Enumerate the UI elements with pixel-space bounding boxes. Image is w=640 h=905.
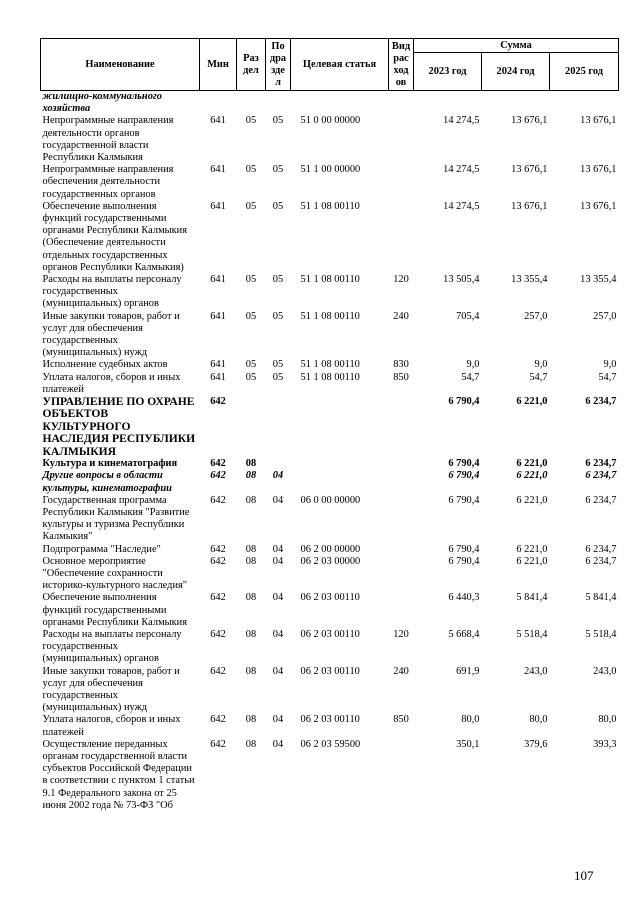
header-target: Целевая статья — [291, 39, 389, 91]
cell-2025: 6 234,7 — [585, 458, 617, 470]
cell-podrazdel — [266, 91, 291, 116]
table-row — [41, 201, 619, 274]
cell-min: 642 — [210, 628, 226, 640]
cell-razdel — [237, 396, 266, 458]
cell-2024: 257,0 — [524, 310, 548, 322]
cell-name: Исполнение судебных актов — [42, 359, 168, 371]
cell-min: 641 — [210, 164, 226, 176]
cell-2023: 5 668,4 — [448, 628, 480, 640]
cell-2023: 350,1 — [456, 738, 480, 750]
cell-razdel: 05 — [245, 359, 257, 371]
cell-min: 641 — [210, 115, 226, 127]
cell-target: 51 0 00 00000 — [300, 115, 361, 127]
cell-target: 51 1 00 00000 — [300, 164, 361, 176]
cell-2025: 243,0 — [593, 665, 617, 677]
header-name: Наименование — [41, 39, 200, 91]
cell-2025: 6 234,7 — [585, 543, 617, 555]
cell-target: 06 2 03 59500 — [300, 738, 361, 750]
cell-podrazdel: 04 — [272, 494, 284, 506]
cell-2024: 9,0 — [534, 359, 548, 371]
cell-vid — [389, 91, 414, 116]
cell-name: Другие вопросы в области культуры, кинематографии — [42, 470, 172, 494]
cell-min: 642 — [210, 458, 226, 470]
cell-2025: 6 234,7 — [585, 470, 617, 482]
table-row — [41, 115, 619, 164]
cell-min: 642 — [210, 470, 226, 482]
header-2023: 2023 год — [414, 53, 482, 91]
cell-2023: 6 790,4 — [448, 494, 480, 506]
table-row — [41, 556, 619, 593]
cell-vid — [389, 544, 414, 556]
cell-razdel: 08 — [245, 592, 257, 604]
cell-2025: 9,0 — [603, 359, 617, 371]
cell-name: Непрограммные направления деятельности органов государственной власти Республики Калмыкия — [42, 115, 174, 164]
cell-podrazdel: 04 — [272, 738, 284, 750]
cell-2023: 6 790,4 — [448, 396, 480, 408]
header-sum: Сумма — [414, 39, 619, 53]
cell-vid — [389, 164, 414, 201]
cell-vid — [389, 739, 414, 812]
cell-podrazdel: 04 — [272, 555, 284, 567]
cell-2023: 691,9 — [456, 665, 480, 677]
table-row — [41, 458, 619, 470]
cell-razdel: 08 — [245, 738, 257, 750]
cell-2025: 6 234,7 — [585, 555, 617, 567]
cell-target — [291, 470, 389, 494]
cell-podrazdel: 05 — [272, 274, 284, 286]
cell-razdel: 05 — [245, 200, 257, 212]
cell-razdel: 05 — [245, 310, 257, 322]
cell-2023: 54,7 — [461, 371, 480, 383]
cell-min: 642 — [210, 396, 226, 408]
cell-name: Расходы на выплаты персоналу государственных (муниципальных) органов — [42, 628, 182, 665]
header-2024: 2024 год — [482, 53, 550, 91]
cell-target: 51 1 08 00110 — [300, 274, 360, 286]
cell-2023: 6 790,4 — [448, 543, 480, 555]
cell-target: 51 1 08 00110 — [300, 371, 360, 383]
cell-podrazdel: 04 — [272, 665, 284, 677]
cell-podrazdel: 05 — [272, 359, 284, 371]
cell-name: Непрограммные направления обеспечения деятельности государственных органов — [42, 164, 174, 200]
cell-vid — [389, 458, 414, 470]
table-row — [41, 164, 619, 201]
cell-vid — [389, 396, 414, 458]
cell-2025: 80,0 — [598, 714, 617, 726]
cell-podrazdel: 04 — [272, 592, 284, 604]
cell-min: 641 — [210, 359, 226, 371]
cell-2023: 6 790,4 — [448, 458, 480, 470]
cell-razdel — [237, 91, 266, 116]
cell-2025: 54,7 — [598, 371, 617, 383]
cell-podrazdel: 05 — [272, 164, 284, 176]
cell-2024: 13 676,1 — [511, 115, 548, 127]
cell-name: Расходы на выплаты персоналу государственных (муниципальных) органов — [42, 274, 182, 310]
cell-name: жилищно-коммунального хозяйства — [42, 91, 162, 115]
table-row — [41, 592, 619, 629]
cell-2024: 243,0 — [524, 665, 548, 677]
cell-2025: 6 234,7 — [585, 396, 617, 408]
cell-target — [291, 91, 389, 116]
cell-2025: 13 676,1 — [580, 164, 617, 176]
cell-razdel: 08 — [245, 494, 257, 506]
cell-vid: 120 — [393, 274, 409, 286]
cell-min — [200, 91, 237, 116]
cell-2024: 80,0 — [529, 714, 548, 726]
cell-2024: 5 518,4 — [516, 628, 548, 640]
cell-2023: 6 790,4 — [448, 470, 480, 482]
cell-2024: 6 221,0 — [516, 458, 548, 470]
cell-2025: 5 841,4 — [585, 592, 617, 604]
table-row — [41, 470, 619, 494]
cell-vid — [389, 556, 414, 593]
cell-razdel: 05 — [245, 164, 257, 176]
cell-2025: 257,0 — [593, 310, 617, 322]
cell-min: 642 — [210, 665, 226, 677]
cell-podrazdel: 04 — [272, 628, 284, 640]
cell-podrazdel: 04 — [272, 543, 284, 555]
cell-2024: 5 841,4 — [516, 592, 548, 604]
cell-2025: 393,3 — [593, 738, 617, 750]
table-body — [41, 91, 619, 813]
header-min: Мин — [200, 39, 237, 91]
cell-target: 51 1 08 00110 — [300, 200, 360, 212]
cell-2025 — [550, 91, 619, 116]
cell-razdel: 08 — [245, 470, 257, 482]
cell-vid: 850 — [393, 714, 409, 726]
cell-name: Культура и кинематография — [42, 458, 178, 470]
cell-podrazdel — [266, 458, 291, 470]
page-number: 107 — [574, 868, 594, 883]
cell-podrazdel: 05 — [272, 200, 284, 212]
cell-podrazdel: 04 — [272, 470, 284, 482]
cell-2024: 6 221,0 — [516, 396, 548, 408]
cell-razdel: 08 — [245, 714, 257, 726]
table-row — [41, 666, 619, 715]
cell-name: Иные закупки товаров, работ и услуг для обеспечения государственных (муниципальных) нужд — [42, 665, 180, 714]
cell-target — [291, 458, 389, 470]
cell-min: 642 — [210, 494, 226, 506]
cell-razdel: 08 — [245, 665, 257, 677]
cell-vid: 240 — [393, 665, 409, 677]
cell-2023: 13 505,4 — [443, 274, 480, 286]
table-row — [41, 739, 619, 812]
cell-name: Осуществление переданных органам государственной власти субъектов Российской Федерации в соответствии с пунктом 1 статьи 9.1 Федерального закона от 25 июня 2002 года № 73-ФЗ "Об — [42, 738, 195, 811]
cell-2024: 13 676,1 — [511, 164, 548, 176]
cell-2024: 6 221,0 — [516, 494, 548, 506]
cell-vid — [389, 470, 414, 494]
cell-name: Основное мероприятие "Обеспечение сохранности историко-культурного наследия" — [42, 555, 188, 592]
cell-2023: 6 440,3 — [448, 592, 480, 604]
cell-name: Уплата налогов, сборов и иных платежей — [42, 714, 181, 738]
cell-target: 06 0 00 00000 — [300, 494, 361, 506]
table-row — [41, 359, 619, 371]
cell-min: 642 — [210, 555, 226, 567]
cell-2024: 6 221,0 — [516, 555, 548, 567]
cell-2025: 13 355,4 — [580, 274, 617, 286]
table-row — [41, 311, 619, 360]
table-row — [41, 372, 619, 396]
cell-podrazdel — [266, 396, 291, 458]
cell-vid: 120 — [393, 628, 409, 640]
cell-min: 642 — [210, 592, 226, 604]
cell-min: 642 — [210, 714, 226, 726]
cell-min: 641 — [210, 310, 226, 322]
cell-2023: 14 274,5 — [443, 200, 480, 212]
cell-2024: 6 221,0 — [516, 543, 548, 555]
budget-table — [40, 38, 619, 812]
cell-2025: 13 676,1 — [580, 200, 617, 212]
header-razdel: Раз дел — [237, 39, 266, 91]
cell-vid — [389, 201, 414, 274]
cell-podrazdel: 05 — [272, 371, 284, 383]
cell-razdel: 08 — [245, 555, 257, 567]
cell-name: Уплата налогов, сборов и иных платежей — [42, 371, 181, 395]
budget-table-page — [40, 38, 618, 812]
cell-vid — [389, 115, 414, 164]
cell-target: 06 2 03 00110 — [300, 714, 360, 726]
cell-2025: 6 234,7 — [585, 494, 617, 506]
cell-target: 51 1 08 00110 — [300, 310, 360, 322]
cell-2024: 13 676,1 — [511, 200, 548, 212]
cell-vid — [389, 495, 414, 544]
cell-vid: 830 — [393, 359, 409, 371]
cell-2023: 6 790,4 — [448, 555, 480, 567]
cell-podrazdel: 04 — [272, 714, 284, 726]
cell-2024: 379,6 — [524, 738, 548, 750]
table-row — [41, 714, 619, 738]
cell-2024 — [482, 91, 550, 116]
cell-min: 641 — [210, 371, 226, 383]
cell-name: Обеспечение выполнения функций государственными органами Республики Калмыкия (Обеспечение деятельности отдельных государственных органов Республики Калмыкия) — [42, 200, 188, 273]
table-row — [41, 396, 619, 458]
cell-target — [291, 396, 389, 458]
cell-podrazdel: 05 — [272, 310, 284, 322]
cell-2023: 80,0 — [461, 714, 480, 726]
cell-2024: 54,7 — [529, 371, 548, 383]
table-row — [41, 629, 619, 666]
cell-razdel: 05 — [245, 115, 257, 127]
cell-name: Государственная программа Республики Калмыкия "Развитие культуры и туризма Республики Калмыкия" — [42, 494, 190, 543]
cell-target: 06 2 03 00110 — [300, 665, 360, 677]
cell-vid — [389, 592, 414, 629]
cell-name: УПРАВЛЕНИЕ ПО ОХРАНЕ ОБЪЕКТОВ КУЛЬТУРНОГО НАСЛЕДИЯ РЕСПУБЛИКИ КАЛМЫКИЯ — [42, 395, 196, 458]
cell-name: Подпрограмма "Наследие" — [42, 543, 161, 555]
cell-target: 06 2 03 00110 — [300, 628, 360, 640]
cell-min: 641 — [210, 274, 226, 286]
cell-name: Иные закупки товаров, работ и услуг для обеспечения государственных (муниципальных) нужд — [42, 310, 180, 359]
cell-name: Обеспечение выполнения функций государственными органами Республики Калмыкия — [42, 592, 188, 628]
table-row — [41, 274, 619, 311]
cell-razdel: 08 — [245, 628, 257, 640]
cell-target: 06 2 03 00000 — [300, 555, 361, 567]
cell-razdel: 05 — [245, 274, 257, 286]
cell-razdel: 08 — [245, 458, 257, 470]
cell-razdel: 08 — [245, 543, 257, 555]
cell-vid: 850 — [393, 371, 409, 383]
cell-min: 642 — [210, 543, 226, 555]
header-podrazdel: По дра зде л — [266, 39, 291, 91]
cell-target: 06 2 00 00000 — [300, 543, 361, 555]
cell-2023: 14 274,5 — [443, 115, 480, 127]
cell-target: 06 2 03 00110 — [300, 592, 360, 604]
cell-vid: 240 — [393, 310, 409, 322]
cell-2023: 9,0 — [466, 359, 480, 371]
cell-target: 51 1 08 00110 — [300, 359, 360, 371]
header-vid: Вид рас ход ов — [389, 39, 414, 91]
cell-podrazdel: 05 — [272, 115, 284, 127]
cell-2024: 6 221,0 — [516, 470, 548, 482]
cell-razdel: 05 — [245, 371, 257, 383]
cell-2025: 5 518,4 — [585, 628, 617, 640]
cell-2024: 13 355,4 — [511, 274, 548, 286]
cell-2023: 14 274,5 — [443, 164, 480, 176]
cell-2025: 13 676,1 — [580, 115, 617, 127]
table-row — [41, 544, 619, 556]
table-row — [41, 495, 619, 544]
table-row — [41, 91, 619, 116]
cell-2023: 705,4 — [456, 310, 480, 322]
header-2025: 2025 год — [550, 53, 619, 91]
cell-min: 641 — [210, 200, 226, 212]
cell-min: 642 — [210, 738, 226, 750]
cell-2023 — [414, 91, 482, 116]
